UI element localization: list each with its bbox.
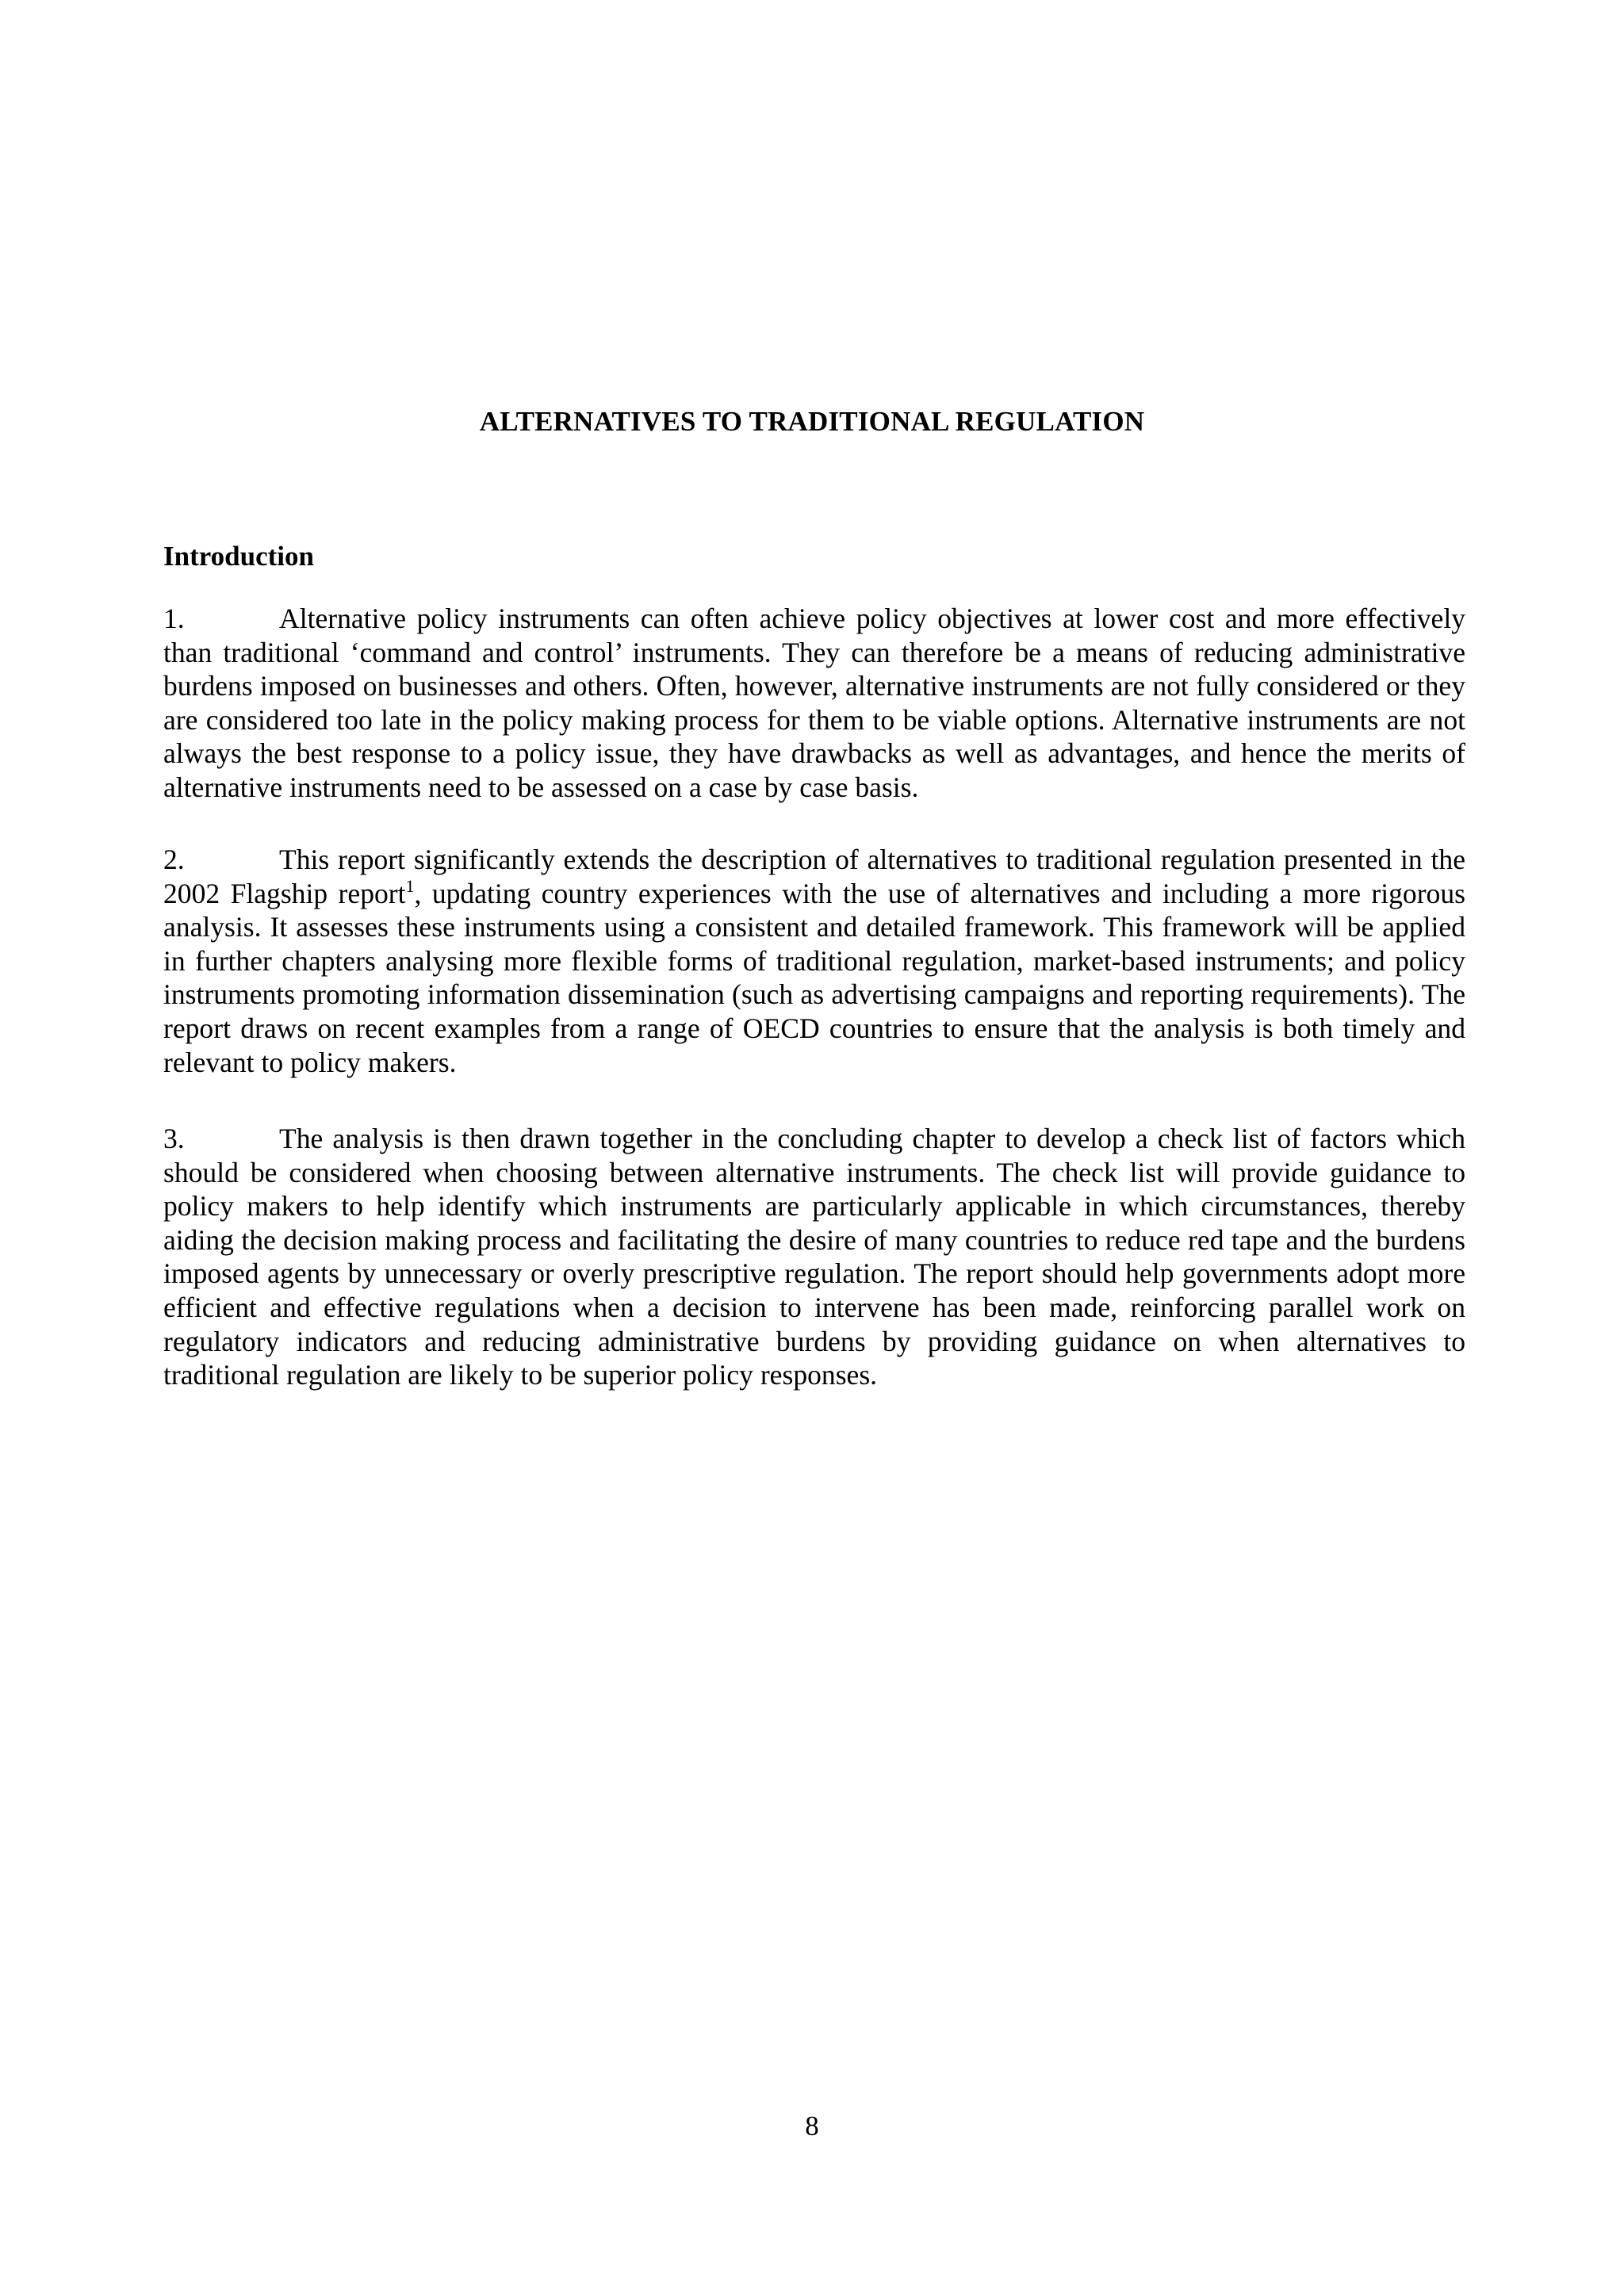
paragraph-2-text-before-footnote: This report significantly extends the description of alternatives to traditional regulation presented in the 2002 Flagship report bbox=[163, 844, 1465, 909]
footnote-marker[interactable]: 1 bbox=[405, 875, 415, 896]
paragraph-1-number: 1. bbox=[163, 603, 185, 634]
paragraph-2-text-after-footnote: , updating country experiences with the use of alternatives and including a more rigorous analysis. It assesses these instruments using a consistent and detailed framework. This framework will be applied in further chapters analysing more flexible forms of traditional regulation, market-based instruments; and policy instruments promoting information dissemination (such as advertising campaigns and reporting requirements). The report draws on recent examples from a range of OECD countries to ensure that the analysis is both timely and relevant to policy makers. bbox=[163, 877, 1465, 1078]
paragraph-2 bbox=[163, 843, 1465, 1079]
paragraph-1 bbox=[163, 602, 1465, 805]
paragraph-2-number: 2. bbox=[163, 844, 185, 875]
paragraph-3-text: The analysis is then drawn together in the concluding chapter to develop a check list of factors which should be considered when choosing between alternative instruments. The check list will provide guidance to policy makers to help identify which instruments are particularly applicable in which circumstances, thereby aiding the decision making process and facilitating the desire of many countries to reduce red tape and the burdens imposed agents by unnecessary or overly prescriptive regulation. The report should help governments adopt more efficient and effective regulations when a decision to intervene has been made, reinforcing parallel work on regulatory indicators and reducing administrative burdens by providing guidance on when alternatives to traditional regulation are likely to be superior policy responses. bbox=[163, 1123, 1465, 1391]
paragraph-3 bbox=[163, 1122, 1465, 1392]
section-heading-introduction: Introduction bbox=[163, 541, 314, 572]
paragraph-1-text: Alternative policy instruments can often achieve policy objectives at lower cost and more effectively than traditional ‘command and control’ instruments. They can therefore be a means of reducing administrative burdens imposed on businesses and others. Often, however, alternative instruments are not fully considered or they are considered too late in the policy making process for them to be viable options. Alternative instruments are not always the best response to a policy issue, they have drawbacks as well as advantages, and hence the merits of alternative instruments need to be assessed on a case by case basis. bbox=[163, 603, 1465, 803]
paragraph-3-number: 3. bbox=[163, 1123, 185, 1154]
page-number: 8 bbox=[805, 2110, 819, 2141]
document-title: ALTERNATIVES TO TRADITIONAL REGULATION bbox=[479, 406, 1145, 437]
